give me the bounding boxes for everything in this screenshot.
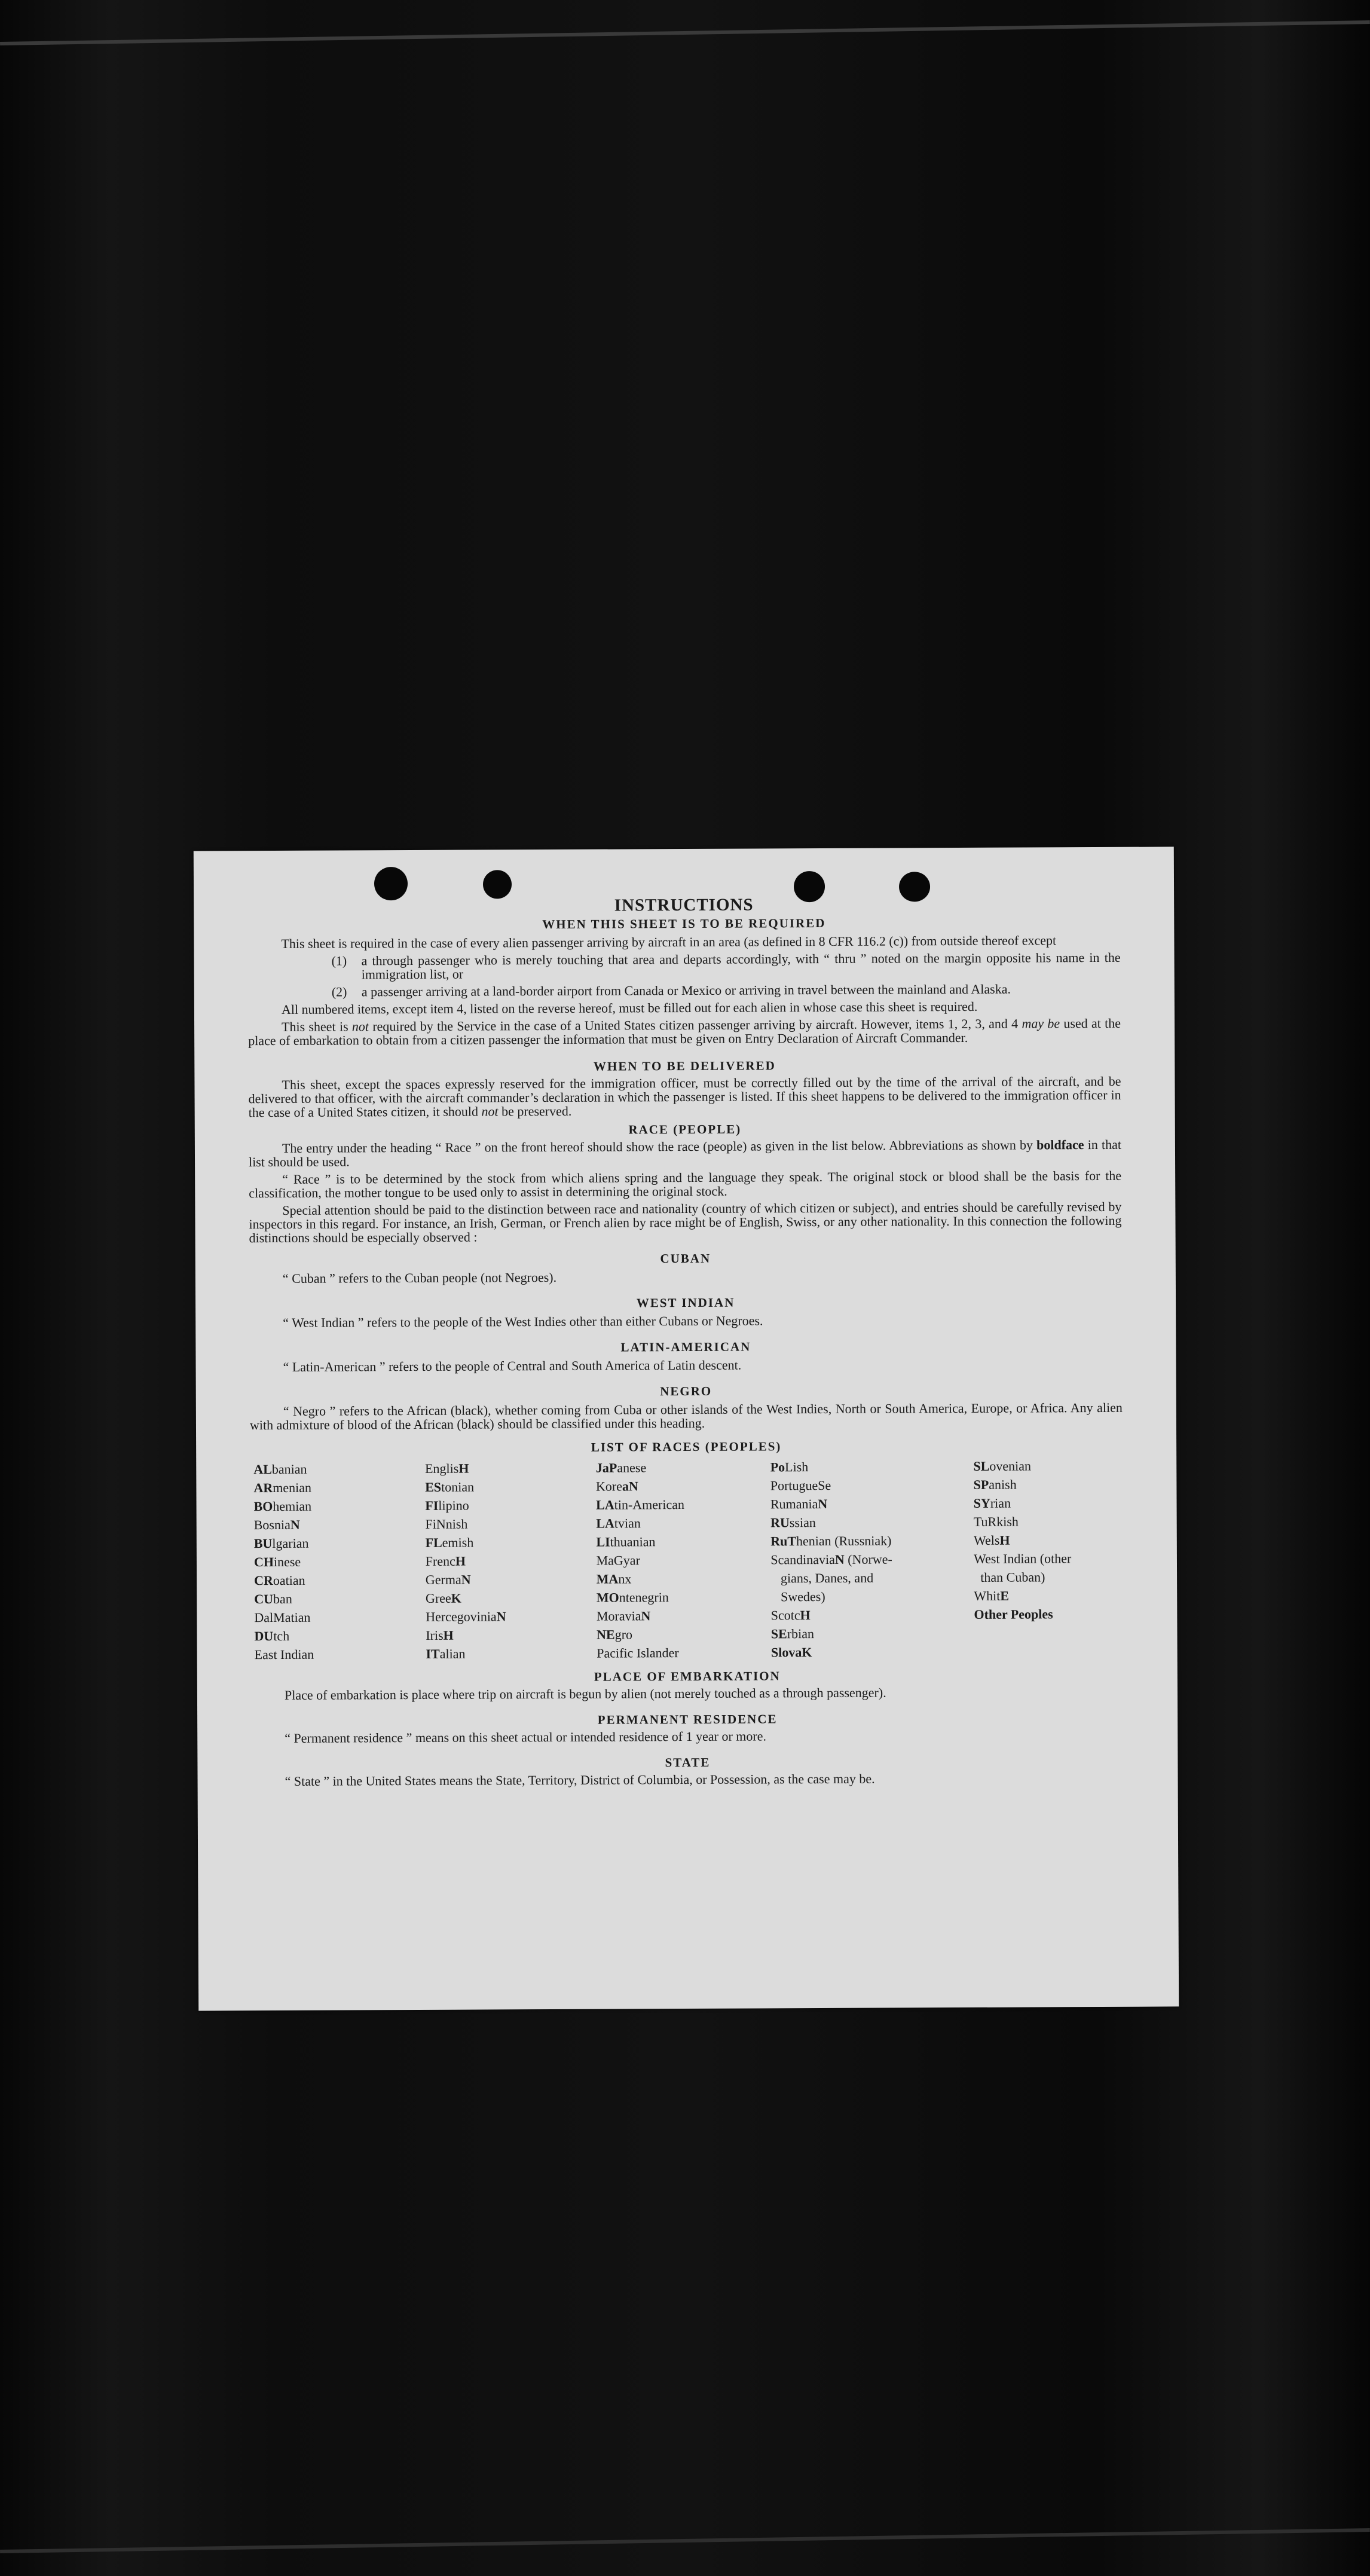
race-entry [426, 1570, 597, 1589]
race-paragraph-1: The entry under the heading “ Race ” on the front hereof should show the race (people) as given in the list below. Abbreviations as shown by boldface in that list should be used. [248, 1136, 1121, 1170]
race-entry [974, 1530, 1123, 1550]
race-entry [973, 1456, 1123, 1475]
section-heading-embarkation: PLACE OF EMBARKATION [594, 1669, 781, 1684]
race-abbreviation: N [818, 1496, 828, 1512]
race-entry [770, 1531, 974, 1550]
race-entry [771, 1605, 974, 1624]
race-name-text: ovenian [989, 1458, 1032, 1474]
race-name-text: Frenc [425, 1553, 455, 1569]
race-name-text: Iris [426, 1627, 444, 1643]
race-entry [771, 1624, 974, 1643]
races-list [250, 1456, 1123, 1664]
section-heading-delivered: WHEN TO BE DELIVERED [593, 1058, 776, 1074]
race-abbreviation: SY [973, 1495, 990, 1511]
race-abbreviation: CU [254, 1591, 274, 1607]
race-name-text: Swedes) [770, 1588, 825, 1605]
race-abbreviation: BO [253, 1499, 273, 1514]
race-abbreviation: MO [596, 1590, 619, 1605]
race-name-text: anese [617, 1460, 647, 1475]
race-entry [974, 1549, 1123, 1568]
race-abbreviation: H [999, 1532, 1010, 1548]
race-name-text: Germa [425, 1572, 461, 1587]
race-name-text: tin-American [614, 1497, 685, 1512]
list-item-text: a passenger arriving at a land-border airport from Canada or Mexico or arriving in travel between the mainland and Alaska. [361, 981, 1011, 1000]
race-entry [254, 1552, 426, 1571]
race-name-text: rbian [787, 1626, 815, 1642]
race-name-text: gro [614, 1627, 633, 1642]
race-abbreviation: Po [770, 1459, 785, 1475]
race-name-text: ban [273, 1591, 292, 1607]
race-abbreviation: N [834, 1551, 845, 1567]
race-entry [254, 1626, 426, 1645]
latin-american-text: “ Latin-American ” refers to the people of Central and South America of Latin descent. [283, 1357, 742, 1374]
race-entry [253, 1459, 425, 1478]
race-entry [254, 1533, 426, 1553]
race-name-text: Pacific Islander [597, 1645, 679, 1661]
race-name-text: West Indian (other [974, 1551, 1072, 1566]
delivered-paragraph: This sheet, except the spaces expressly reserved for the immigration officer, must be correctly filled out by the time of the arrival of the aircraft, and be delivered to that officer, with the aircraft commander’s declaration in which the passenger is listed. If this sheet happens to be delivered to the immigration officer in the case of a United States citizen, it should not be preserved. [248, 1073, 1121, 1120]
race-abbreviation: H [455, 1553, 466, 1569]
race-entry [596, 1513, 770, 1532]
section-heading-latin-american: LATIN-AMERICAN [620, 1339, 751, 1355]
race-entry [426, 1533, 597, 1552]
punch-hole [899, 872, 930, 902]
race-entry [771, 1587, 974, 1606]
race-entry [770, 1475, 974, 1495]
list-item-number: (1) [331, 953, 347, 968]
race-name-text: Rumania [770, 1496, 818, 1512]
race-name-text: menian [273, 1480, 312, 1496]
race-abbreviation: aN [622, 1478, 638, 1494]
race-entry [426, 1607, 597, 1626]
race-name-text: rian [990, 1495, 1011, 1511]
race-entry [597, 1569, 771, 1588]
race-name-text: Scotc [770, 1608, 800, 1623]
negro-text: “ Negro ” refers to the African (black), whether coming from Cuba or other islands of the West Indies, North or South America, Europe, or Africa. Any alien with admixture of blood of the African (black) should be classified under this heading. [249, 1399, 1123, 1433]
race-name-text: Lish [785, 1459, 809, 1475]
race-abbreviation: N [290, 1517, 300, 1532]
race-entry [597, 1587, 771, 1606]
race-abbreviation: ES [425, 1479, 442, 1495]
race-name-text: henian (Russniak) [796, 1533, 892, 1549]
section-heading-race: RACE (PEOPLE) [628, 1122, 742, 1137]
list-item [332, 951, 1121, 982]
state-text: “ State ” in the United States means the State, Territory, District of Columbia, or Possession, as the case may be. [285, 1771, 875, 1789]
race-entry [770, 1457, 974, 1476]
race-entry [425, 1459, 596, 1478]
race-entry [596, 1550, 770, 1569]
race-entry [254, 1608, 426, 1627]
race-name-text: inese [273, 1554, 301, 1570]
race-abbreviation: E [1000, 1588, 1010, 1603]
race-abbreviation: LA [596, 1497, 614, 1512]
race-abbreviation: FL [425, 1535, 442, 1550]
races-column [770, 1457, 974, 1661]
race-entry [253, 1496, 425, 1515]
document-title: INSTRUCTIONS [614, 895, 754, 915]
race-abbreviation: AR [253, 1480, 273, 1496]
race-name-text: anish [989, 1477, 1017, 1492]
race-entry [426, 1625, 597, 1645]
race-entry [974, 1512, 1123, 1531]
required-paragraph-2: All numbered items, except item 4, listed on the reverse hereof, must be filled out for each alien in whose case this sheet is required. [281, 998, 978, 1017]
race-abbreviation: K [451, 1590, 461, 1606]
race-name-text: hemian [273, 1498, 312, 1514]
race-name-text: alian [439, 1646, 466, 1661]
west-indian-text: “ West Indian ” refers to the people of the West Indies other than either Cubans or Negroes. [283, 1313, 763, 1330]
race-name-text: TuRkish [973, 1514, 1019, 1529]
race-name-text: Gree [425, 1590, 451, 1606]
race-name-text: Moravia [596, 1608, 641, 1624]
race-entry [771, 1642, 974, 1661]
race-name-text: ssian [789, 1515, 816, 1530]
section-heading-races-list: LIST OF RACES (PEOPLES) [591, 1439, 782, 1454]
race-name-text: Englis [425, 1460, 459, 1476]
race-abbreviation: SL [973, 1458, 990, 1474]
race-name-text: Bosnia [253, 1517, 290, 1533]
section-heading-cuban: CUBAN [660, 1251, 711, 1266]
race-abbreviation: CH [253, 1554, 274, 1570]
race-entry [426, 1551, 597, 1570]
race-abbreviation: BU [253, 1536, 273, 1551]
race-paragraph-3: Special attention should be paid to the distinction between race and nationality (country of which citizen or subject), and entries should be carefully revised by inspectors in this regard. For instance, an Irish, German, or French alien by race might be of English, Swiss, or any other nationality. In this connection the following distinctions should be especially observed : [249, 1199, 1122, 1246]
race-abbreviation: SP [973, 1477, 989, 1492]
race-entry [597, 1643, 771, 1662]
race-name-text: tch [273, 1628, 290, 1644]
list-item-text: a through passenger who is merely touching that area and departs accordingly, with “ thru ” noted on the margin opposite his name in the immigration list, or [361, 949, 1121, 982]
race-abbreviation: N [496, 1609, 506, 1624]
race-name-text: Whit [974, 1588, 1001, 1603]
race-abbreviation: JaP [595, 1460, 617, 1475]
race-entry [974, 1586, 1123, 1605]
race-name-text: lipino [438, 1498, 469, 1513]
race-name-text: tonian [441, 1479, 475, 1495]
punch-hole [794, 871, 825, 902]
race-entry [254, 1589, 426, 1608]
list-item [332, 982, 1121, 999]
race-abbreviation: N [641, 1608, 651, 1624]
race-entry [253, 1478, 425, 1497]
section-heading-negro: NEGRO [660, 1383, 712, 1399]
race-entry [770, 1568, 974, 1587]
race-entry [426, 1644, 597, 1663]
race-name-text: Scandinavia [770, 1551, 835, 1567]
list-item-number: (2) [331, 984, 347, 1000]
race-abbreviation: DU [254, 1628, 274, 1644]
race-name-text: Hercegovinia [426, 1609, 497, 1624]
section-heading-state: STATE [665, 1755, 711, 1770]
race-name-text: thuanian [610, 1534, 656, 1550]
race-name-text: Wels [973, 1532, 1000, 1548]
race-paragraph-2: “ Race ” is to be determined by the stock from which aliens spring and the language they speak. The original stock or blood shall be the basis for the classification, the mother tongue to be used only to assist in determining the original stock. [249, 1168, 1122, 1201]
race-name-text: oatian [273, 1572, 305, 1588]
race-name-text: PortugueSe [770, 1477, 831, 1493]
race-abbreviation: RU [770, 1515, 790, 1530]
race-abbreviation: NE [597, 1627, 615, 1642]
race-entry [425, 1477, 596, 1496]
race-entry [425, 1496, 596, 1515]
race-abbreviation: MA [596, 1571, 619, 1587]
races-column [425, 1459, 597, 1663]
race-entry [254, 1570, 426, 1590]
race-entry [974, 1605, 1123, 1624]
race-name-text: nx [618, 1571, 632, 1587]
race-abbreviation: H [458, 1460, 469, 1476]
races-column [973, 1456, 1123, 1661]
races-column [596, 1457, 771, 1662]
race-entry [597, 1606, 771, 1625]
race-entry [974, 1475, 1123, 1494]
race-entry [596, 1532, 770, 1551]
race-name-text: DalMatian [254, 1609, 311, 1625]
race-abbreviation: LI [596, 1534, 610, 1550]
race-name-text: tvian [614, 1515, 641, 1531]
race-entry [596, 1476, 770, 1495]
race-entry [596, 1495, 770, 1514]
race-name-text: FiNnish [425, 1516, 468, 1532]
section-heading-required: WHEN THIS SHEET IS TO BE REQUIRED [542, 915, 826, 932]
section-heading-residence: PERMANENT RESIDENCE [597, 1712, 778, 1727]
race-entry [974, 1567, 1123, 1587]
race-abbreviation: N [461, 1572, 471, 1587]
embarkation-text: Place of embarkation is place where trip on aircraft is begun by alien (not merely touched as a through passenger). [284, 1685, 886, 1703]
punch-hole [483, 870, 512, 899]
race-abbreviation: SE [770, 1626, 787, 1642]
race-name-text: ntenegrin [619, 1590, 669, 1605]
race-abbreviation: IT [426, 1646, 440, 1661]
race-name-text: gians, Danes, and [770, 1570, 874, 1586]
race-entry [974, 1493, 1123, 1512]
races-column [253, 1459, 426, 1664]
race-abbreviation: SlovaK [770, 1645, 812, 1660]
required-paragraph-3: This sheet is not required by the Service in the case of a United States citizen passenger arriving by aircraft. However, items 1, 2, 3, and 4 may be used at the place of embarkation to obtain from a citizen passenger the information that must be given on Entry Declaration of Aircraft Commander. [248, 1015, 1121, 1049]
required-intro: This sheet is required in the case of every alien passenger arriving by aircraft in an area (as defined in 8 CFR 116.2 (c)) from outside thereof except [281, 933, 1057, 951]
race-abbreviation: H [443, 1627, 454, 1643]
race-abbreviation: Other Peoples [974, 1606, 1053, 1622]
race-name-text: Kore [595, 1478, 623, 1494]
punch-hole [374, 867, 408, 900]
race-entry [596, 1457, 770, 1477]
race-entry [770, 1550, 974, 1569]
race-entry [597, 1624, 771, 1643]
race-name-text: MaGyar [596, 1553, 640, 1568]
race-entry [770, 1512, 974, 1532]
race-name-text: than Cuban) [974, 1569, 1045, 1585]
race-abbreviation: H [800, 1608, 811, 1623]
section-heading-west-indian: WEST INDIAN [636, 1295, 735, 1310]
race-entry [770, 1494, 974, 1513]
race-name-text: (Norwe- [844, 1551, 892, 1567]
race-name-text: emish [442, 1535, 474, 1550]
residence-text: “ Permanent residence ” means on this sheet actual or intended residence of 1 year or more. [285, 1728, 767, 1746]
race-name-text: lgarian [272, 1535, 309, 1551]
race-abbreviation: LA [596, 1515, 614, 1531]
race-name-text: banian [271, 1461, 307, 1477]
race-entry [254, 1515, 426, 1534]
race-abbreviation: AL [253, 1462, 272, 1477]
race-entry [255, 1645, 426, 1664]
race-name-text: East Indian [254, 1646, 314, 1663]
cuban-text: “ Cuban ” refers to the Cuban people (not Negroes). [282, 1269, 557, 1286]
race-abbreviation: CR [254, 1573, 273, 1588]
race-entry [425, 1514, 596, 1533]
instruction-sheet [194, 847, 1179, 2010]
race-entry [426, 1588, 597, 1608]
race-abbreviation: RuT [770, 1533, 797, 1549]
race-abbreviation: FI [425, 1498, 439, 1513]
